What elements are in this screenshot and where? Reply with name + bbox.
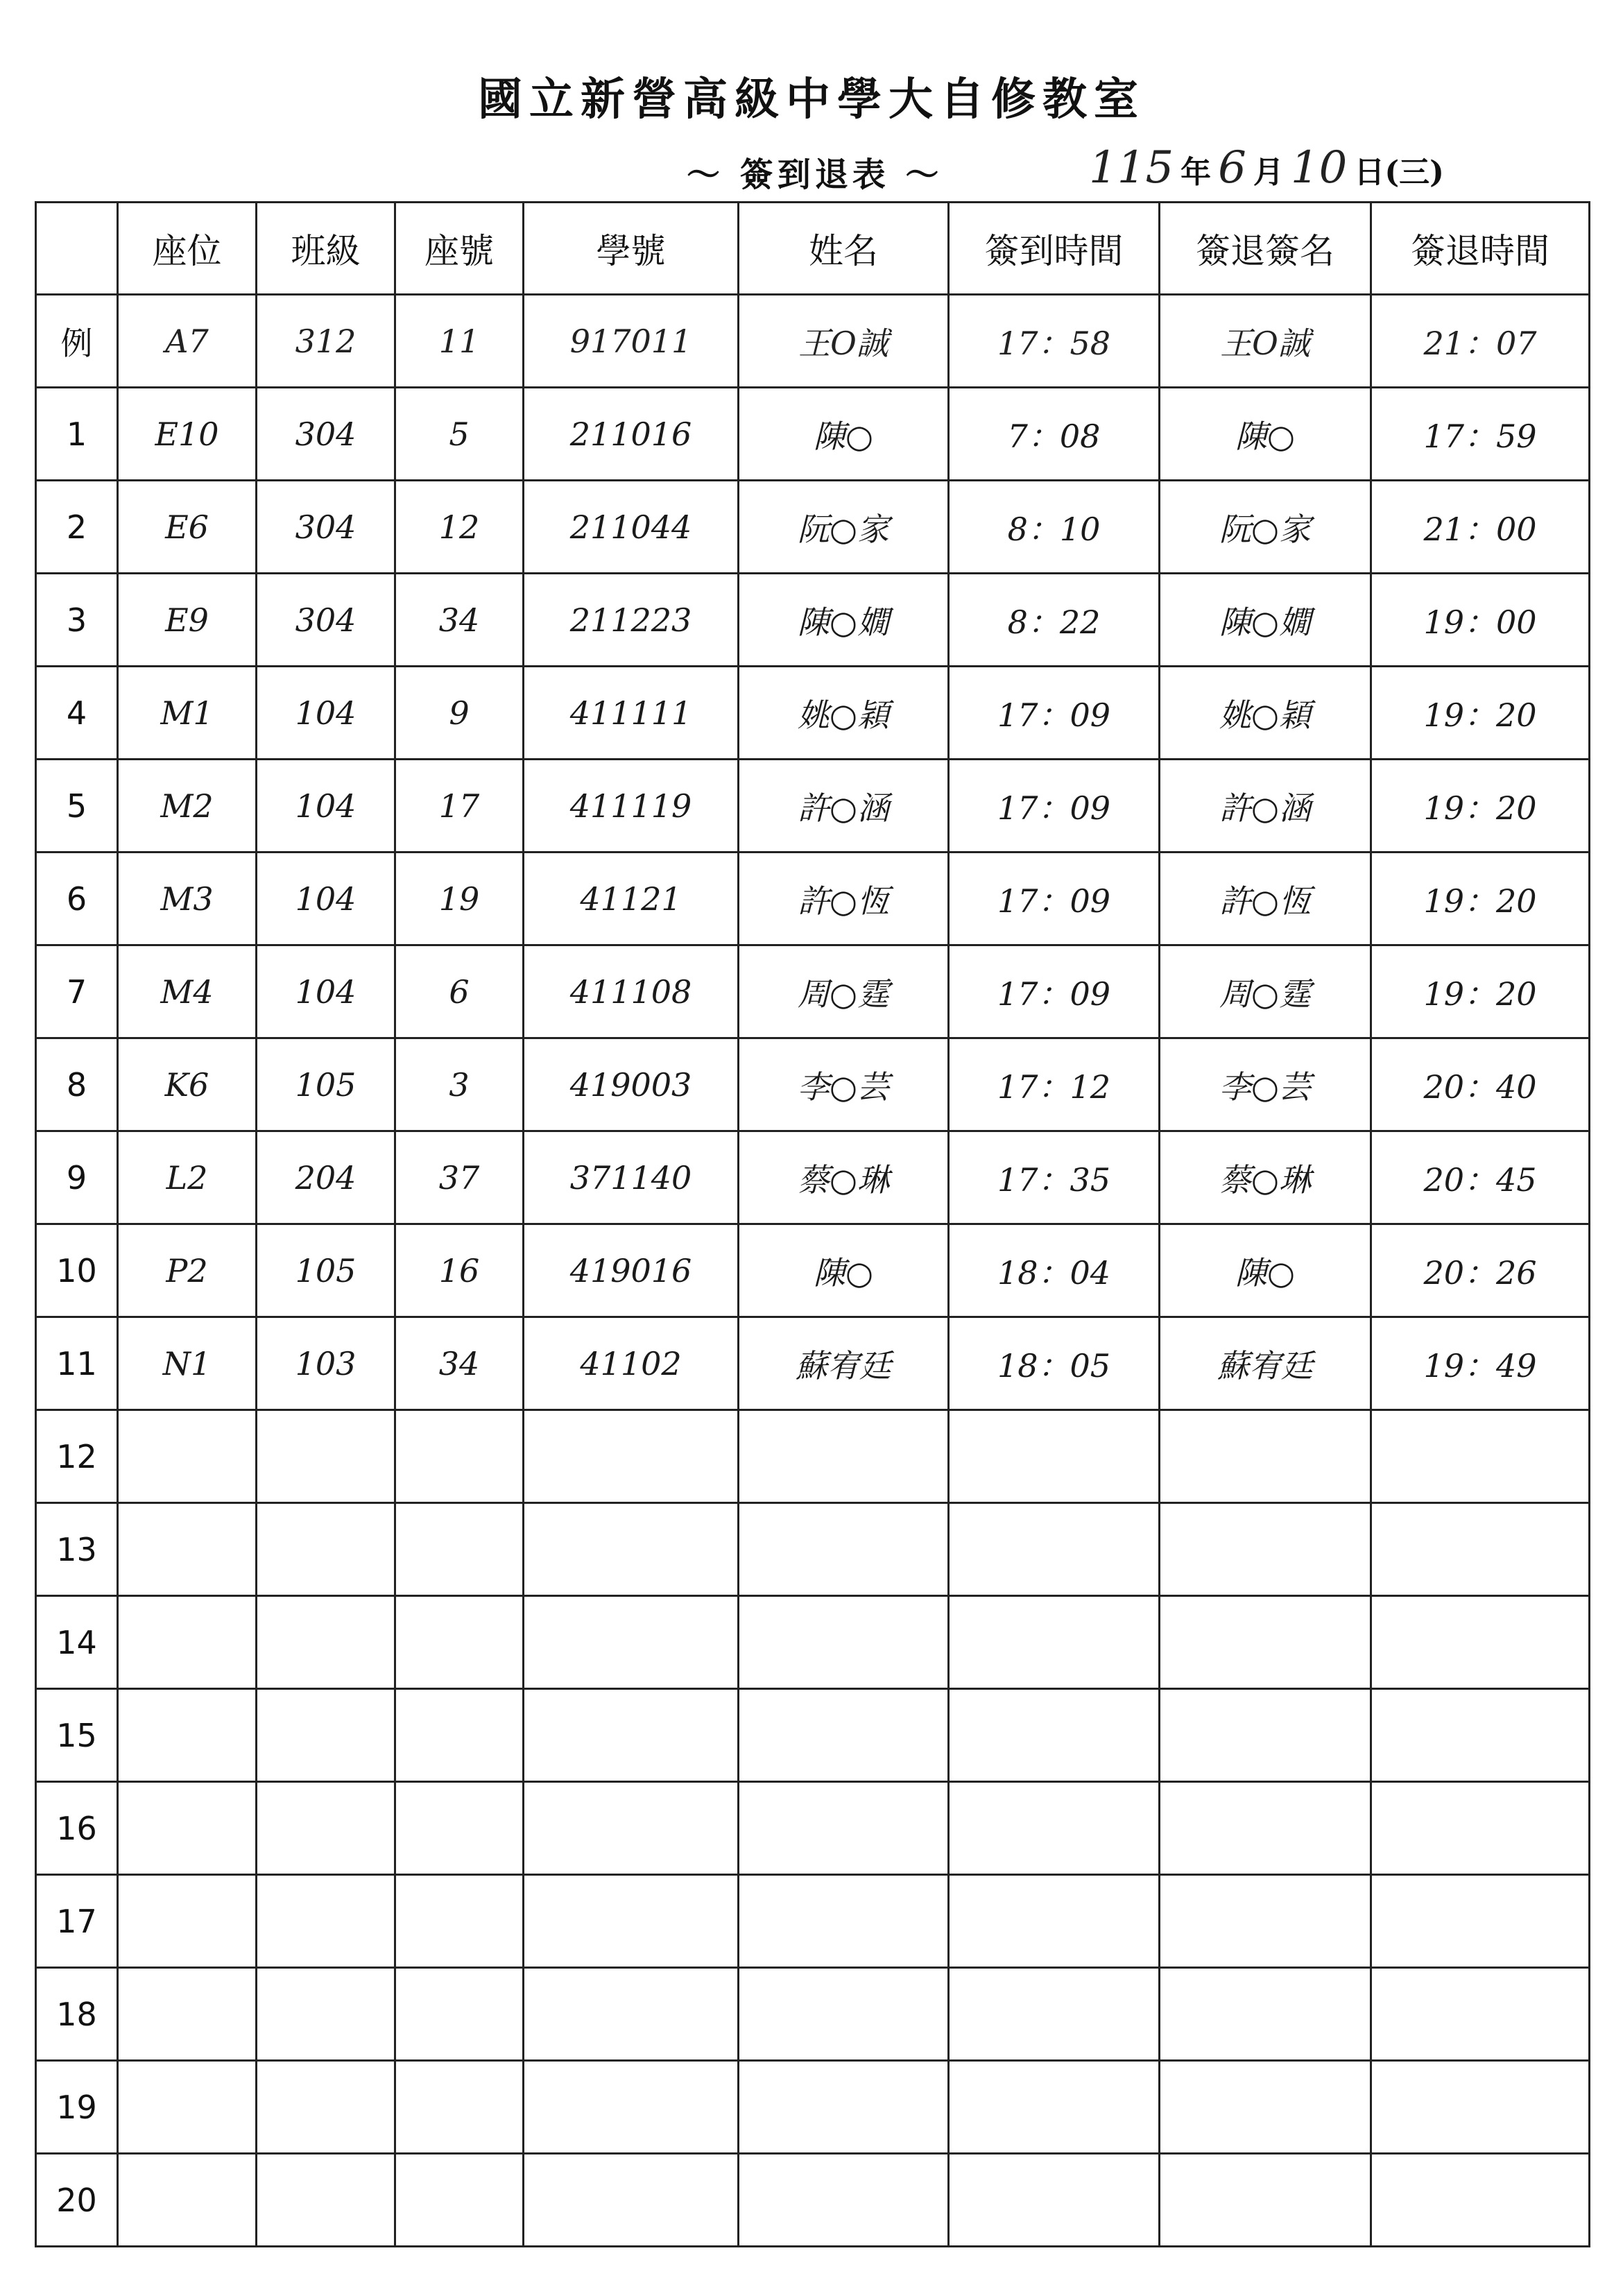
class-cell: 304 [257, 481, 395, 574]
seat-number-cell: 3 [395, 1038, 524, 1131]
sign-out-signature-cell [1160, 1596, 1371, 1689]
sign-out-signature-cell: 許○恆 [1160, 853, 1371, 945]
sign-out-time-cell: 19：20 [1371, 853, 1590, 945]
seat-number-cell: 19 [395, 853, 524, 945]
sign-out-time-cell: 19：20 [1371, 760, 1590, 853]
sign-in-time-cell [949, 1410, 1160, 1503]
sign-out-signature-cell: 阮○家 [1160, 481, 1371, 574]
name-cell [739, 2154, 949, 2247]
row-number: 18 [36, 1968, 118, 2061]
student-id-cell: 917011 [524, 295, 739, 388]
row-number: 10 [36, 1224, 118, 1317]
name-cell: 陳○ [739, 388, 949, 481]
sign-out-signature-cell [1160, 2061, 1371, 2154]
sign-in-time-cell: 18：05 [949, 1317, 1160, 1410]
student-id-cell [524, 1875, 739, 1968]
seat-cell [118, 2061, 257, 2154]
table-row [36, 1410, 1590, 1503]
seat-cell: M3 [118, 853, 257, 945]
sign-in-time-cell: 17：35 [949, 1131, 1160, 1224]
sign-out-time-cell [1371, 1410, 1590, 1503]
name-cell: 姚○穎 [739, 667, 949, 760]
seat-number-cell: 6 [395, 945, 524, 1038]
seat-number-cell: 5 [395, 388, 524, 481]
sign-in-time-cell [949, 1968, 1160, 2061]
table-row [36, 1224, 1590, 1317]
date-day-label: 日 [1354, 155, 1385, 190]
header-cell: 簽退時間 [1371, 203, 1590, 295]
seat-cell [118, 1875, 257, 1968]
class-cell: 312 [257, 295, 395, 388]
student-id-cell [524, 1503, 739, 1596]
sign-in-time-cell: 17：12 [949, 1038, 1160, 1131]
seat-cell [118, 1503, 257, 1596]
seat-cell: N1 [118, 1317, 257, 1410]
student-id-cell: 211044 [524, 481, 739, 574]
sign-out-signature-cell [1160, 1410, 1371, 1503]
sign-out-time-cell: 20：26 [1371, 1224, 1590, 1317]
student-id-cell [524, 2154, 739, 2247]
row-number: 19 [36, 2061, 118, 2154]
class-cell: 105 [257, 1224, 395, 1317]
row-number: 17 [36, 1875, 118, 1968]
seat-number-cell: 17 [395, 760, 524, 853]
date-month-label: 月 [1253, 155, 1284, 190]
seat-cell: M1 [118, 667, 257, 760]
seat-cell: E10 [118, 388, 257, 481]
sign-in-time-cell: 8：22 [949, 574, 1160, 667]
table-row [36, 2154, 1590, 2247]
sign-out-time-cell [1371, 2154, 1590, 2247]
seat-cell: A7 [118, 295, 257, 388]
sign-out-time-cell: 19：49 [1371, 1317, 1590, 1410]
sign-out-signature-cell: 許○涵 [1160, 760, 1371, 853]
date-year-label: 年 [1180, 155, 1212, 190]
table-row [36, 574, 1590, 667]
sign-out-signature-cell: 陳○ [1160, 388, 1371, 481]
table-row [36, 945, 1590, 1038]
seat-cell [118, 1782, 257, 1875]
table-row [36, 1689, 1590, 1782]
sign-in-time-cell [949, 1503, 1160, 1596]
class-cell [257, 2061, 395, 2154]
sign-out-time-cell: 20：45 [1371, 1131, 1590, 1224]
student-id-cell: 41121 [524, 853, 739, 945]
name-cell [739, 1782, 949, 1875]
row-number: 11 [36, 1317, 118, 1410]
seat-number-cell [395, 1782, 524, 1875]
name-cell: 李○芸 [739, 1038, 949, 1131]
sign-out-signature-cell: 蘇宥廷 [1160, 1317, 1371, 1410]
row-number: 14 [36, 1596, 118, 1689]
sign-out-time-cell: 17：59 [1371, 388, 1590, 481]
seat-number-cell: 37 [395, 1131, 524, 1224]
student-id-cell: 419016 [524, 1224, 739, 1317]
name-cell [739, 1596, 949, 1689]
seat-cell [118, 1689, 257, 1782]
name-cell [739, 2061, 949, 2154]
student-id-cell: 371140 [524, 1131, 739, 1224]
date-day: 10 [1290, 142, 1348, 194]
table-row [36, 1038, 1590, 1131]
sign-out-signature-cell [1160, 2154, 1371, 2247]
table-row [36, 1131, 1590, 1224]
seat-cell [118, 1968, 257, 2061]
seat-cell: E6 [118, 481, 257, 574]
table-row [36, 1875, 1590, 1968]
sign-in-time-cell: 18：04 [949, 1224, 1160, 1317]
sign-in-time-cell: 8：10 [949, 481, 1160, 574]
sign-out-signature-cell [1160, 1968, 1371, 2061]
row-number: 8 [36, 1038, 118, 1131]
sign-out-signature-cell: 蔡○琳 [1160, 1131, 1371, 1224]
seat-cell: M2 [118, 760, 257, 853]
class-cell [257, 1410, 395, 1503]
class-cell [257, 1875, 395, 1968]
student-id-cell [524, 1782, 739, 1875]
page-title: 國立新營高級中學大自修教室 [478, 74, 1145, 126]
row-number: 7 [36, 945, 118, 1038]
sign-in-table [35, 201, 1590, 2247]
table-row [36, 481, 1590, 574]
subtitle-row [0, 142, 1623, 205]
sign-out-time-cell [1371, 1875, 1590, 1968]
sign-out-time-cell: 19：20 [1371, 945, 1590, 1038]
header-row [36, 203, 1590, 295]
sign-in-time-cell: 17：09 [949, 667, 1160, 760]
sign-in-time-cell [949, 1596, 1160, 1689]
seat-number-cell: 16 [395, 1224, 524, 1317]
class-cell: 104 [257, 760, 395, 853]
seat-number-cell: 34 [395, 1317, 524, 1410]
name-cell: 許○涵 [739, 760, 949, 853]
sign-out-signature-cell [1160, 1782, 1371, 1875]
name-cell: 許○恆 [739, 853, 949, 945]
class-cell [257, 1689, 395, 1782]
class-cell: 104 [257, 945, 395, 1038]
sign-out-signature-cell [1160, 1689, 1371, 1782]
table-row [36, 1503, 1590, 1596]
seat-number-cell: 34 [395, 574, 524, 667]
row-number: 20 [36, 2154, 118, 2247]
table-row [36, 1782, 1590, 1875]
table-row [36, 1596, 1590, 1689]
table-row [36, 853, 1590, 945]
name-cell [739, 1410, 949, 1503]
name-cell: 陳○ [739, 1224, 949, 1317]
sign-in-time-cell: 7：08 [949, 388, 1160, 481]
sign-out-time-cell: 19：20 [1371, 667, 1590, 760]
sign-out-signature-cell [1160, 1875, 1371, 1968]
name-cell [739, 1689, 949, 1782]
seat-number-cell [395, 1689, 524, 1782]
sign-out-signature-cell [1160, 1503, 1371, 1596]
date-month: 6 [1218, 142, 1246, 194]
row-number: 13 [36, 1503, 118, 1596]
header-cell [36, 203, 118, 295]
class-cell: 103 [257, 1317, 395, 1410]
table-row [36, 2061, 1590, 2154]
sign-out-time-cell [1371, 1596, 1590, 1689]
class-cell: 304 [257, 574, 395, 667]
header-cell: 簽到時間 [949, 203, 1160, 295]
seat-number-cell [395, 1875, 524, 1968]
seat-number-cell: 9 [395, 667, 524, 760]
sign-in-time-cell: 17：09 [949, 945, 1160, 1038]
seat-number-cell [395, 2154, 524, 2247]
student-id-cell: 211223 [524, 574, 739, 667]
seat-cell: E9 [118, 574, 257, 667]
sign-out-signature-cell: 陳○ [1160, 1224, 1371, 1317]
sign-out-time-cell: 21：00 [1371, 481, 1590, 574]
student-id-cell [524, 2061, 739, 2154]
row-number: 12 [36, 1410, 118, 1503]
sign-in-time-cell [949, 1875, 1160, 1968]
seat-number-cell: 12 [395, 481, 524, 574]
student-id-cell [524, 1596, 739, 1689]
row-number: 例 [36, 295, 118, 388]
date-weekday: (三) [1384, 155, 1444, 190]
form-subtitle: ～ 簽到退表 ～ [687, 155, 943, 194]
seat-cell: L2 [118, 1131, 257, 1224]
sign-out-signature-cell: 陳○嫺 [1160, 574, 1371, 667]
class-cell: 104 [257, 853, 395, 945]
name-cell: 阮○家 [739, 481, 949, 574]
sign-out-time-cell: 20：40 [1371, 1038, 1590, 1131]
header-cell: 學號 [524, 203, 739, 295]
student-id-cell: 411119 [524, 760, 739, 853]
row-number: 9 [36, 1131, 118, 1224]
header-cell: 座位 [118, 203, 257, 295]
student-id-cell: 419003 [524, 1038, 739, 1131]
seat-cell: K6 [118, 1038, 257, 1131]
row-number: 1 [36, 388, 118, 481]
table-row [36, 760, 1590, 853]
class-cell [257, 1503, 395, 1596]
sign-out-time-cell: 21：07 [1371, 295, 1590, 388]
sign-out-time-cell [1371, 1968, 1590, 2061]
class-cell: 304 [257, 388, 395, 481]
student-id-cell: 411108 [524, 945, 739, 1038]
row-number: 6 [36, 853, 118, 945]
sign-out-time-cell [1371, 2061, 1590, 2154]
class-cell [257, 1782, 395, 1875]
class-cell: 105 [257, 1038, 395, 1131]
header-cell: 座號 [395, 203, 524, 295]
class-cell [257, 1596, 395, 1689]
seat-cell [118, 1596, 257, 1689]
row-number: 4 [36, 667, 118, 760]
student-id-cell [524, 1410, 739, 1503]
sign-out-time-cell [1371, 1689, 1590, 1782]
student-id-cell [524, 1968, 739, 2061]
class-cell: 204 [257, 1131, 395, 1224]
seat-cell [118, 1410, 257, 1503]
sign-in-time-cell [949, 1689, 1160, 1782]
table-row [36, 667, 1590, 760]
name-cell: 王O誠 [739, 295, 949, 388]
sign-in-time-cell: 17：09 [949, 853, 1160, 945]
student-id-cell: 211016 [524, 388, 739, 481]
table-row [36, 388, 1590, 481]
row-number: 15 [36, 1689, 118, 1782]
seat-number-cell [395, 1503, 524, 1596]
name-cell [739, 1503, 949, 1596]
table-row [36, 1968, 1590, 2061]
class-cell: 104 [257, 667, 395, 760]
name-cell [739, 1875, 949, 1968]
example-row [36, 295, 1590, 388]
sign-in-time-cell: 17：58 [949, 295, 1160, 388]
sign-in-time-cell: 17：09 [949, 760, 1160, 853]
name-cell: 周○霆 [739, 945, 949, 1038]
sign-out-signature-cell: 李○芸 [1160, 1038, 1371, 1131]
seat-number-cell [395, 1596, 524, 1689]
name-cell [739, 1968, 949, 2061]
name-cell: 蔡○琳 [739, 1131, 949, 1224]
row-number: 16 [36, 1782, 118, 1875]
seat-number-cell: 11 [395, 295, 524, 388]
sign-out-signature-cell: 周○霆 [1160, 945, 1371, 1038]
date-year: 115 [1089, 142, 1174, 194]
sign-out-signature-cell: 王O誠 [1160, 295, 1371, 388]
header-cell: 班級 [257, 203, 395, 295]
sign-out-signature-cell: 姚○穎 [1160, 667, 1371, 760]
class-cell [257, 1968, 395, 2061]
seat-cell: M4 [118, 945, 257, 1038]
seat-number-cell [395, 1410, 524, 1503]
header-cell: 姓名 [739, 203, 949, 295]
seat-cell: P2 [118, 1224, 257, 1317]
row-number: 2 [36, 481, 118, 574]
student-id-cell: 41102 [524, 1317, 739, 1410]
name-cell: 蘇宥廷 [739, 1317, 949, 1410]
sign-out-time-cell [1371, 1782, 1590, 1875]
sign-out-time-cell [1371, 1503, 1590, 1596]
sign-in-time-cell [949, 2154, 1160, 2247]
date-line [1082, 142, 1444, 194]
name-cell: 陳○嫺 [739, 574, 949, 667]
header-cell: 簽退簽名 [1160, 203, 1371, 295]
sign-out-time-cell: 19：00 [1371, 574, 1590, 667]
table-body [36, 295, 1590, 2247]
row-number: 3 [36, 574, 118, 667]
seat-number-cell [395, 2061, 524, 2154]
seat-number-cell [395, 1968, 524, 2061]
student-id-cell [524, 1689, 739, 1782]
class-cell [257, 2154, 395, 2247]
student-id-cell: 411111 [524, 667, 739, 760]
table-row [36, 1317, 1590, 1410]
sign-in-time-cell [949, 2061, 1160, 2154]
seat-cell [118, 2154, 257, 2247]
sign-in-time-cell [949, 1782, 1160, 1875]
row-number: 5 [36, 760, 118, 853]
